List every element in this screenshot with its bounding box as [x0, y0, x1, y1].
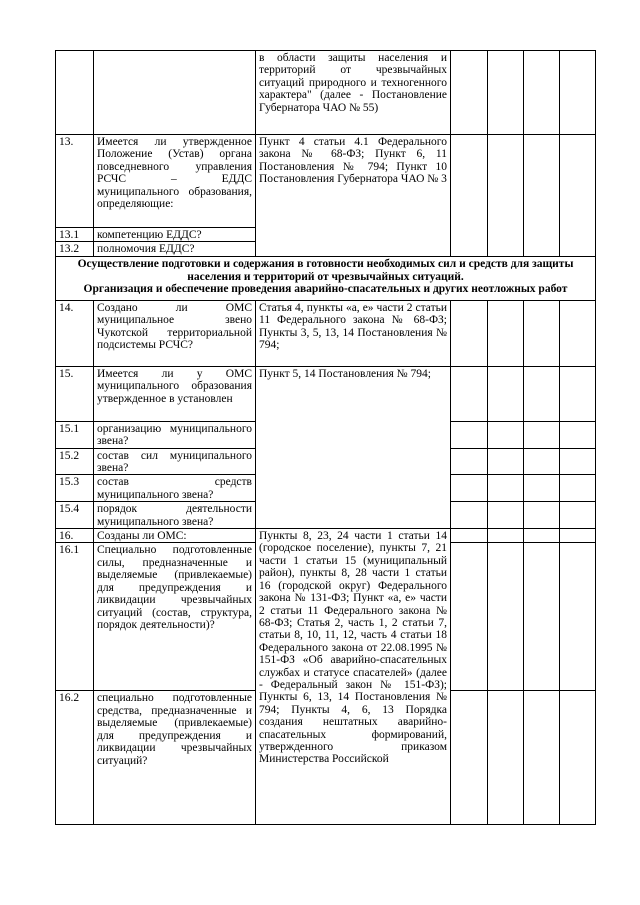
answer-na-cell	[524, 135, 560, 257]
answer-na-cell	[524, 51, 560, 135]
answer-na-cell	[524, 691, 560, 825]
notes-cell	[560, 475, 596, 502]
answer-na-cell	[524, 502, 560, 529]
answer-yes-cell	[451, 543, 488, 691]
row-number: 16.	[56, 529, 94, 543]
answer-no-cell	[488, 300, 524, 366]
answer-no-cell	[488, 421, 524, 448]
question-cell: порядок деятельности муниципального звена?	[94, 502, 256, 529]
legal-reference-cell: Пункты 8, 23, 24 части 1 статьи 14 (городское поселение), пункты 7, 21 части 1 статьи 15 (муниципальный район), пункты 8, 28 части 1 статьи 16 (городской округ) Федерального закона № 131-ФЗ; Пункт «а, е» части 2 статьи 11 Федерального закона № 68-ФЗ; Статья 2, часть 1, 2 статьи 7, статьи 8, 10, 11, 12, часть 4 статьи 18 Федерального закона от 22.08.1995 № 151-ФЗ «Об аварийно-спасательных службах и статусе спасателей» (далее - Федеральный закон № 151-ФЗ); Пункты 6, 13, 14 Постановления № 794; Пункты 4, 6, 13 Порядка создания нештатных аварийно-спасательных формирований, утвержденного приказом Министерства Российской	[256, 529, 451, 825]
answer-na-cell	[524, 366, 560, 421]
question-cell: Создано ли ОМС муниципальное звено Чукотской территориальной подсистемы РСЧС?	[94, 300, 256, 366]
answer-no-cell	[488, 502, 524, 529]
question-cell: Имеется ли у ОМС муниципального образования утвержденное в установлен	[94, 366, 256, 421]
answer-yes-cell	[451, 366, 488, 421]
answer-yes-cell	[451, 691, 488, 825]
question-cell: Созданы ли ОМС:	[94, 529, 256, 543]
question-cell: компетенцию ЕДДС?	[94, 228, 256, 242]
answer-yes-cell	[451, 448, 488, 475]
row-number: 15.2	[56, 448, 94, 475]
answer-yes-cell	[451, 529, 488, 543]
answer-yes-cell	[451, 421, 488, 448]
section-heading: Осуществление подготовки и содержания в готовности необходимых сил и средств для защиты населения и территорий от чрезвычайных ситуаций. Организация и обеспечение проведения аварийно-спасательных и других неотложных работ	[56, 256, 596, 300]
row-number: 15.	[56, 366, 94, 421]
notes-cell	[560, 51, 596, 135]
question-cell: Специально подготовленные силы, предназначенные и выделяемые (привлекаемые) для предупреждения и ликвидации чрезвычайных ситуаций (состав, структура, порядок деятельности)?	[94, 543, 256, 691]
answer-no-cell	[488, 51, 524, 135]
answer-na-cell	[524, 475, 560, 502]
answer-na-cell	[524, 543, 560, 691]
question-cell	[94, 51, 256, 135]
table-row	[56, 366, 596, 421]
row-number: 16.1	[56, 543, 94, 691]
answer-no-cell	[488, 366, 524, 421]
row-number: 13.2	[56, 242, 94, 256]
answer-na-cell	[524, 300, 560, 366]
table-row	[56, 51, 596, 135]
row-number: 13.1	[56, 228, 94, 242]
notes-cell	[560, 421, 596, 448]
question-cell: организацию муниципального звена?	[94, 421, 256, 448]
row-number	[56, 51, 94, 135]
answer-yes-cell	[451, 300, 488, 366]
answer-no-cell	[488, 448, 524, 475]
question-cell: полномочия ЕДДС?	[94, 242, 256, 256]
row-number: 15.1	[56, 421, 94, 448]
question-cell: специально подготовленные средства, предназначенные и выделяемые (привлекаемые) для предупреждения и ликвидации чрезвычайных ситуаций?	[94, 691, 256, 825]
answer-na-cell	[524, 448, 560, 475]
answer-yes-cell	[451, 51, 488, 135]
notes-cell	[560, 300, 596, 366]
notes-cell	[560, 502, 596, 529]
table-row	[56, 256, 596, 300]
answer-no-cell	[488, 691, 524, 825]
row-number: 15.3	[56, 475, 94, 502]
answer-na-cell	[524, 529, 560, 543]
legal-reference-cell: Пункт 4 статьи 4.1 Федерального закона № 68-ФЗ; Пункт 6, 11 Постановления № 794; Пункт 10 Постановления Губернатора ЧАО № 3	[256, 135, 451, 257]
row-number: 15.4	[56, 502, 94, 529]
notes-cell	[560, 691, 596, 825]
answer-yes-cell	[451, 135, 488, 257]
legal-reference-cell: Статья 4, пункты «а, е» части 2 статьи 11 Федерального закона № 68-ФЗ; Пункты 3, 5, 13, 14 Постановления № 794;	[256, 300, 451, 366]
answer-no-cell	[488, 529, 524, 543]
answer-yes-cell	[451, 502, 488, 529]
answer-no-cell	[488, 475, 524, 502]
table-row	[56, 529, 596, 543]
question-cell: состав сил муниципального звена?	[94, 448, 256, 475]
answer-no-cell	[488, 135, 524, 257]
notes-cell	[560, 529, 596, 543]
row-number: 16.2	[56, 691, 94, 825]
notes-cell	[560, 448, 596, 475]
checklist-table	[55, 50, 596, 825]
question-cell: Имеется ли утвержденное Положение (Устав) органа повседневного управления РСЧС – ЕДДС муниципального образования, определяющие:	[94, 135, 256, 228]
answer-na-cell	[524, 421, 560, 448]
table-row	[56, 300, 596, 366]
table-row	[56, 135, 596, 228]
notes-cell	[560, 366, 596, 421]
notes-cell	[560, 543, 596, 691]
notes-cell	[560, 135, 596, 257]
row-number: 13.	[56, 135, 94, 228]
row-number: 14.	[56, 300, 94, 366]
answer-yes-cell	[451, 475, 488, 502]
question-cell: состав средств муниципального звена?	[94, 475, 256, 502]
legal-reference-cell: Пункт 5, 14 Постановления № 794;	[256, 366, 451, 528]
legal-reference-cell: в области защиты населения и территорий от чрезвычайных ситуаций природного и техногенного характера" (далее - Постановление Губернатора ЧАО № 55)	[256, 51, 451, 135]
answer-no-cell	[488, 543, 524, 691]
